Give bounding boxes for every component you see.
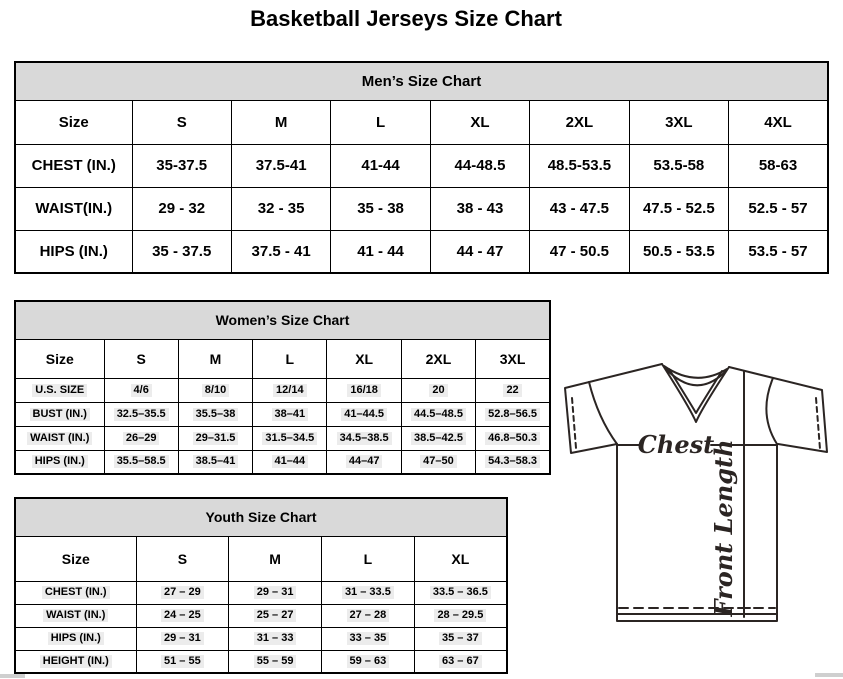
table-cell: 35-37.5 <box>132 144 231 187</box>
table-row <box>15 536 507 581</box>
jersey-illustration <box>556 356 843 628</box>
table-cell: 32.5–35.5 <box>104 402 178 426</box>
column-header: XL <box>327 339 401 378</box>
table-cell: 33 – 35 <box>322 627 415 650</box>
table-cell: 51 – 55 <box>136 650 229 673</box>
table-cell: 50.5 - 53.5 <box>629 230 728 273</box>
table-cell: 44–47 <box>327 450 401 474</box>
table-cell: 37.5 - 41 <box>231 230 330 273</box>
table-row <box>15 450 550 474</box>
table-cell: 20 <box>401 378 475 402</box>
table-cell: 31 – 33 <box>229 627 322 650</box>
column-header: L <box>253 339 327 378</box>
table-cell: 41–44 <box>253 450 327 474</box>
row-label: WAIST (IN.) <box>15 426 104 450</box>
table-cell: 47–50 <box>401 450 475 474</box>
table-row <box>15 144 828 187</box>
column-header: L <box>322 536 415 581</box>
womens-chart-title: Women’s Size Chart <box>15 301 550 339</box>
scrollbar-thumb-right[interactable] <box>815 673 843 677</box>
table-row <box>15 187 828 230</box>
row-label: BUST (IN.) <box>15 402 104 426</box>
table-cell: 28 – 29.5 <box>414 604 507 627</box>
table-cell: 47 - 50.5 <box>530 230 629 273</box>
table-cell: 35 – 37 <box>414 627 507 650</box>
table-row <box>15 426 550 450</box>
table-cell: 38 - 43 <box>430 187 529 230</box>
table-row <box>15 650 507 673</box>
jersey-cuff-dashed <box>572 398 576 448</box>
table-cell: 44-48.5 <box>430 144 529 187</box>
row-label: U.S. SIZE <box>15 378 104 402</box>
table-cell: 31 – 33.5 <box>322 581 415 604</box>
table-cell: 29 - 32 <box>132 187 231 230</box>
table-cell: 47.5 - 52.5 <box>629 187 728 230</box>
table-cell: 35.5–38 <box>178 402 252 426</box>
scrollbar-thumb-left[interactable] <box>0 674 25 678</box>
jersey-diagram <box>556 356 843 628</box>
table-cell: 37.5-41 <box>231 144 330 187</box>
column-header: M <box>231 100 330 144</box>
table-cell: 25 – 27 <box>229 604 322 627</box>
table-cell: 33.5 – 36.5 <box>414 581 507 604</box>
column-header: Size <box>15 339 104 378</box>
table-cell: 52.8–56.5 <box>476 402 550 426</box>
table-cell: 27 – 28 <box>322 604 415 627</box>
table-cell: 46.8–50.3 <box>476 426 550 450</box>
table-row <box>15 301 550 339</box>
column-header: S <box>104 339 178 378</box>
table-cell: 27 – 29 <box>136 581 229 604</box>
column-header: 2XL <box>401 339 475 378</box>
column-header: 3XL <box>629 100 728 144</box>
youth-size-chart-table <box>14 497 508 674</box>
column-header: 4XL <box>729 100 828 144</box>
table-cell: 29–31.5 <box>178 426 252 450</box>
table-cell: 32 - 35 <box>231 187 330 230</box>
table-cell: 8/10 <box>178 378 252 402</box>
column-header: XL <box>414 536 507 581</box>
table-cell: 41–44.5 <box>327 402 401 426</box>
table-cell: 53.5 - 57 <box>729 230 828 273</box>
jersey-body <box>617 444 777 621</box>
column-header: L <box>331 100 430 144</box>
table-cell: 59 – 63 <box>322 650 415 673</box>
table-row <box>15 230 828 273</box>
column-header: 2XL <box>530 100 629 144</box>
row-label: CHEST (IN.) <box>15 581 136 604</box>
table-cell: 58-63 <box>729 144 828 187</box>
row-label: HIPS (IN.) <box>15 230 132 273</box>
table-cell: 38.5–41 <box>178 450 252 474</box>
table-cell: 34.5–38.5 <box>327 426 401 450</box>
table-row <box>15 378 550 402</box>
table-cell: 31.5–34.5 <box>253 426 327 450</box>
table-cell: 52.5 - 57 <box>729 187 828 230</box>
table-cell: 29 – 31 <box>229 581 322 604</box>
column-header: M <box>178 339 252 378</box>
table-cell: 43 - 47.5 <box>530 187 629 230</box>
page-title: Basketball Jerseys Size Chart <box>250 6 562 31</box>
row-label: WAIST(IN.) <box>15 187 132 230</box>
mens-chart-title: Men’s Size Chart <box>15 62 828 100</box>
table-row <box>15 604 507 627</box>
table-row <box>15 581 507 604</box>
table-cell: 12/14 <box>253 378 327 402</box>
table-cell: 53.5-58 <box>629 144 728 187</box>
table-cell: 41 - 44 <box>331 230 430 273</box>
table-cell: 35 - 38 <box>331 187 430 230</box>
table-row <box>15 339 550 378</box>
table-cell: 4/6 <box>104 378 178 402</box>
womens-size-chart-table <box>14 300 551 475</box>
chest-label: Chest <box>637 430 715 459</box>
jersey-armhole-seam <box>766 378 777 444</box>
column-header: S <box>136 536 229 581</box>
row-label: HIPS (IN.) <box>15 627 136 650</box>
table-row <box>15 627 507 650</box>
row-label: CHEST (IN.) <box>15 144 132 187</box>
table-cell: 44.5–48.5 <box>401 402 475 426</box>
table-cell: 41-44 <box>331 144 430 187</box>
table-row <box>15 402 550 426</box>
column-header: Size <box>15 536 136 581</box>
table-cell: 48.5-53.5 <box>530 144 629 187</box>
front-length-label: Front Length <box>709 439 738 617</box>
table-cell: 54.3–58.3 <box>476 450 550 474</box>
table-cell: 35 - 37.5 <box>132 230 231 273</box>
youth-chart-title: Youth Size Chart <box>15 498 507 536</box>
table-cell: 35.5–58.5 <box>104 450 178 474</box>
table-cell: 44 - 47 <box>430 230 529 273</box>
table-cell: 22 <box>476 378 550 402</box>
table-cell: 38–41 <box>253 402 327 426</box>
jersey-cuff-dashed <box>816 398 820 449</box>
column-header: XL <box>430 100 529 144</box>
table-cell: 16/18 <box>327 378 401 402</box>
table-cell: 38.5–42.5 <box>401 426 475 450</box>
table-row <box>15 498 507 536</box>
row-label: HIPS (IN.) <box>15 450 104 474</box>
row-label: HEIGHT (IN.) <box>15 650 136 673</box>
column-header: 3XL <box>476 339 550 378</box>
row-label: WAIST (IN.) <box>15 604 136 627</box>
table-cell: 29 – 31 <box>136 627 229 650</box>
jersey-armhole-seam <box>589 382 617 444</box>
column-header: Size <box>15 100 132 144</box>
table-cell: 24 – 25 <box>136 604 229 627</box>
mens-size-chart-table <box>14 61 829 274</box>
column-header: M <box>229 536 322 581</box>
table-cell: 55 – 59 <box>229 650 322 673</box>
table-row <box>15 100 828 144</box>
table-cell: 26–29 <box>104 426 178 450</box>
table-row <box>15 62 828 100</box>
table-cell: 63 – 67 <box>414 650 507 673</box>
column-header: S <box>132 100 231 144</box>
